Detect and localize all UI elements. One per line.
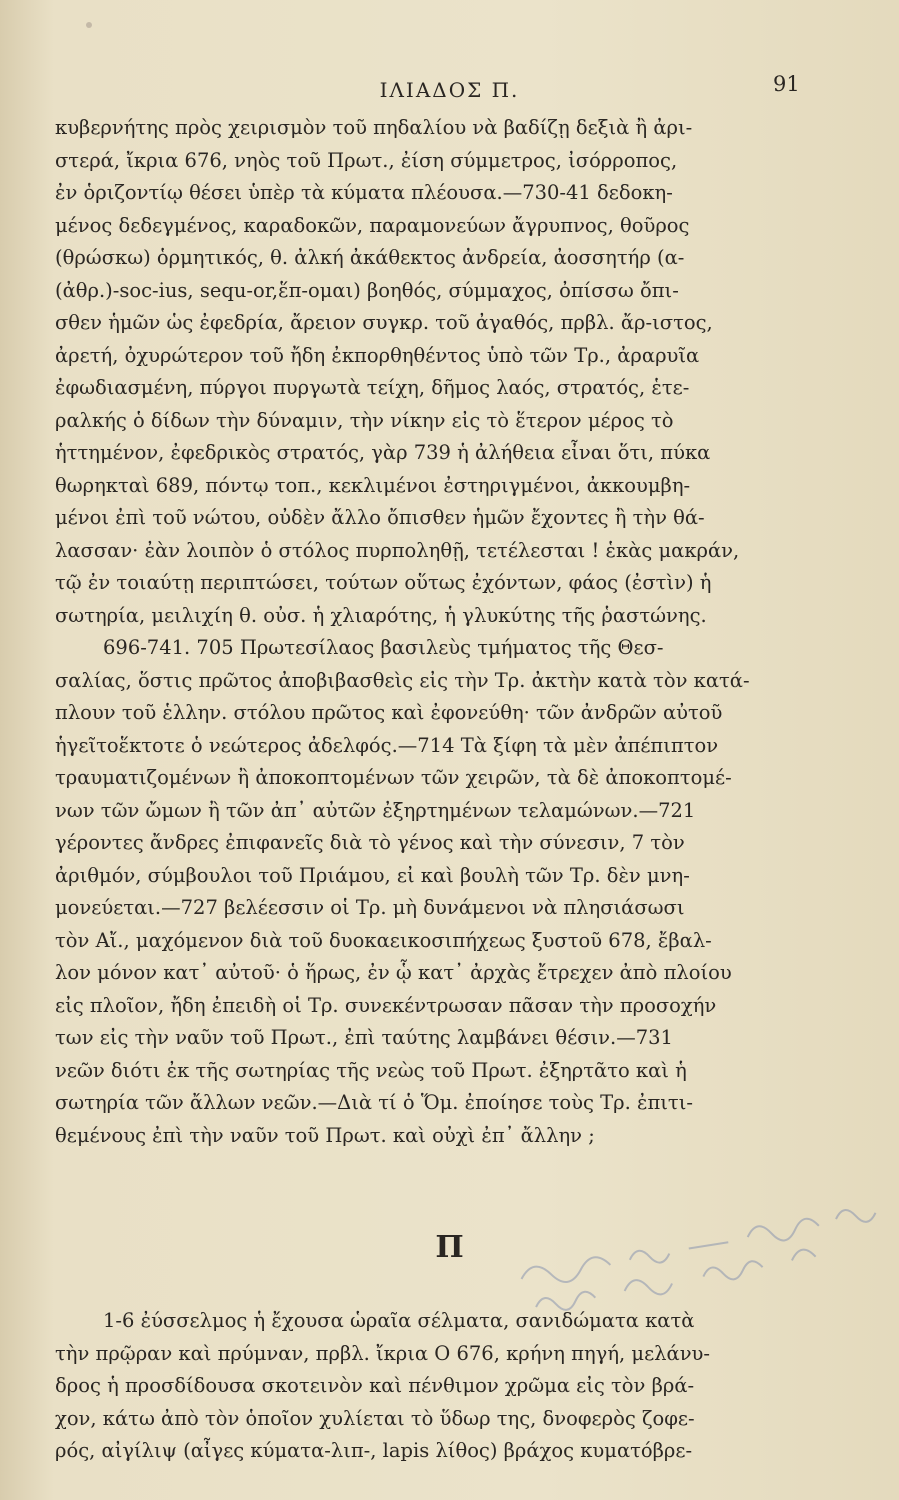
text-line: ραλκής ὁ δίδων τὴν δύναμιν, τὴν νίκην εἰς τὸ ἕτερον μέρος τὸ xyxy=(55,408,674,432)
text-line: πλουν τοῦ ἑλλην. στόλου πρῶτος καὶ ἐφονεύθη· τῶν ἀνδρῶν αὐτοῦ xyxy=(55,701,723,724)
text-line: λον μόνον κατ᾿ αὐτοῦ· ὁ ἥρως, ἐν ᾧ κατ᾿ ἀρχὰς ἔτρεχεν ἀπὸ πλοίου xyxy=(55,961,732,984)
text-line: τὸν Αἴ., μαχόμενον διὰ τοῦ δυοκαεικοσιπήχεως ξυστοῦ 678, ἔβαλ- xyxy=(55,928,712,952)
text-line: ἀριθμόν, σύμβουλοι τοῦ Πριάμου, εἰ καὶ βουλὴ τῶν Τρ. δὲν μνη- xyxy=(55,863,690,887)
text-line: χον, κάτω ἀπὸ τὸν ὁποῖον χυλίεται τὸ ὕδωρ της, δνοφερὸς ζοφε- xyxy=(55,1406,695,1430)
text-line: θωρηκταὶ 689, πόντῳ τοπ., κεκλιμένοι ἐστηριγμένοι, ἀκκουμβη- xyxy=(55,473,691,497)
text-line: σαλίας, ὅστις πρῶτος ἀποβιβασθεὶς εἰς τὴν Τρ. ἀκτὴν κατὰ τὸν κατά- xyxy=(55,668,750,692)
text-line: ρός, αἰγίλιψ (αἶγες κύματα-λιπ-, lapis λίθος) βράχος κυματόβρε- xyxy=(55,1439,693,1462)
running-head: ΙΛΙΑΔΟΣ Π. xyxy=(379,78,520,102)
text-line: ἡττημένον, ἐφεδρικὸς στρατός, γὰρ 739 ἡ ἀλήθεια εἶναι ὅτι, πύκα xyxy=(55,441,711,464)
text-line: στερά, ἴκρια 676, νηὸς τοῦ Πρωτ., ἐίση σύμμετρος, ἰσόρροπος, xyxy=(55,148,678,172)
text-line: ἀρετή, ὀχυρώτερον τοῦ ἤδη ἐκπορθηθέντος ὑπὸ τῶν Τρ., ἀραρυῖα xyxy=(55,343,700,367)
text-line: 696-741. 705 Πρωτεσίλαος βασιλεὺς τμήματος τῆς Θεσ- xyxy=(103,636,664,659)
commentary-text-section-2 xyxy=(55,1305,825,1468)
text-line: θεμένους ἐπὶ τὴν ναῦν τοῦ Πρωτ. καὶ οὐχὶ ἐπ᾿ ἄλλην ; xyxy=(55,1123,595,1147)
section-heading: Π xyxy=(435,1230,464,1265)
text-line: εἰς πλοῖον, ἤδη ἐπειδὴ οἱ Τρ. συνεκέντρωσαν πᾶσαν τὴν προσοχήν xyxy=(55,993,717,1017)
text-line: δρος ἡ προσδίδουσα σκοτεινὸν καὶ πένθιμον χρῶμα εἰς τὸν βρά- xyxy=(55,1374,695,1397)
paper-spot xyxy=(86,22,92,28)
text-line: κυβερνήτης πρὸς χειρισμὸν τοῦ πηδαλίου νὰ βαδίζῃ δεξιὰ ἢ ἀρι- xyxy=(55,116,693,139)
text-line: σωτηρία τῶν ἄλλων νεῶν.—Διὰ τί ὁ Ὅμ. ἐποίησε τοὺς Τρ. ἐπιτι- xyxy=(55,1091,693,1114)
text-line: τραυματιζομένων ἢ ἀποκοπτομένων τῶν χειρῶν, τὰ δὲ ἀποκοπτομέ- xyxy=(55,766,732,789)
text-line: ἐν ὁριζοντίῳ θέσει ὑπὲρ τὰ κύματα πλέουσα.—730-41 δεδοκη- xyxy=(55,181,673,204)
commentary-text xyxy=(55,112,825,1152)
page-number: 91 xyxy=(773,72,800,96)
text-line: των εἰς τὴν ναῦν τοῦ Πρωτ., ἐπὶ ταύτης λαμβάνει θέσιν.—731 xyxy=(55,1026,673,1049)
text-line: ἡγεῖτοἕκτοτε ὁ νεώτερος ἀδελφός.—714 Τὰ ξίφη τὰ μὲν ἀπέπιπτον xyxy=(55,733,719,757)
text-line: γέροντες ἄνδρες ἐπιφανεῖς διὰ τὸ γένος καὶ τὴν σύνεσιν, 7 τὸν xyxy=(55,831,685,854)
text-line: 1-6 ἐύσσελμος ἡ ἔχουσα ὡραῖα σέλματα, σανιδώματα κατὰ xyxy=(103,1309,695,1332)
text-line: μονεύεται.—727 βελέεσσιν οἱ Τρ. μὴ δυνάμενοι νὰ πλησιάσωσι xyxy=(55,896,685,919)
text-line: (ἀθρ.)-soc-ius, sequ-or,ἕπ-ομαι) βοηθός, σύμμαχος, ὀπίσσω ὄπι- xyxy=(55,278,679,302)
text-line: τὴν πρῷραν καὶ πρύμναν, πρβλ. ἴκρια Ο 676, κρήνη πηγή, μελάνυ- xyxy=(55,1341,710,1365)
text-line: τῷ ἐν τοιαύτῃ περιπτώσει, τούτων οὕτως ἐχόντων, φάος (ἐστὶν) ἡ xyxy=(55,571,712,594)
text-line: σθεν ἡμῶν ὡς ἐφεδρία, ἄρειον συγκρ. τοῦ ἀγαθός, πρβλ. ἄρ-ιστος, xyxy=(55,311,713,334)
text-line: (θρώσκω) ὁρμητικός, θ. ἀλκή ἀκάθεκτος ἀνδρεία, ἀοσσητήρ (α- xyxy=(55,246,685,269)
text-line: ἐφωδιασμένη, πύργοι πυργωτὰ τείχη, δῆμος λαός, στρατός, ἑτε- xyxy=(55,376,690,399)
text-line: σωτηρία, μειλιχίη θ. οὐσ. ἡ χλιαρότης, ἡ γλυκύτης τῆς ῥαστώνης. xyxy=(55,603,707,627)
text-line: μένος δεδεγμένος, καραδοκῶν, παραμονεύων ἄγρυπνος, θοῦρος xyxy=(55,213,690,237)
text-line: νων τῶν ὤμων ἢ τῶν ἀπ᾿ αὐτῶν ἐξηρτημένων τελαμώνων.—721 xyxy=(55,798,696,822)
text-line: νεῶν διότι ἐκ τῆς σωτηρίας τῆς νεὼς τοῦ Πρωτ. ἐξηρτᾶτο καὶ ἡ xyxy=(55,1058,687,1082)
text-line: λασσαν· ἐὰν λοιπὸν ὁ στόλος πυρποληθῇ, τετέλεσται ! ἑκὰς μακράν, xyxy=(55,538,740,562)
text-line: μένοι ἐπὶ τοῦ νώτου, οὐδὲν ἄλλο ὄπισθεν ἡμῶν ἔχοντες ἢ τὴν θά- xyxy=(55,506,705,529)
